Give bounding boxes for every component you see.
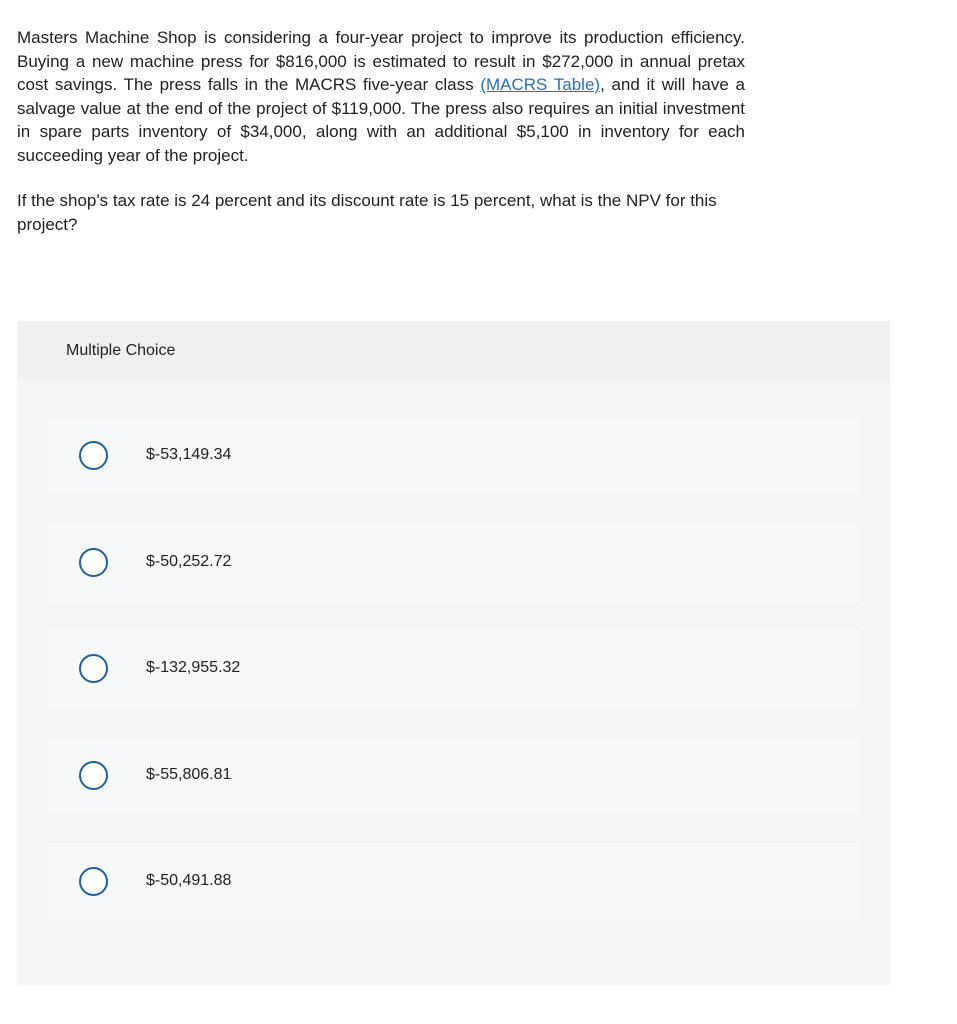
choice-label: $-53,149.34	[146, 446, 232, 463]
choice-option-1[interactable]	[48, 417, 859, 495]
macrs-table-link[interactable]: (MACRS Table)	[480, 75, 601, 94]
question-text-part2: , and it will have a salvage value at the end of the project of $119,000. The press also requires an initial investment in spare parts inventory of $34,000, along with an additional $5,100 in inventory for each succeeding year of the project.	[17, 75, 745, 165]
question-text-part1: Masters Machine Shop is considering a four-year project to improve its production efficiency. Buying a new machine press for $816,000 is estimated to result in $272,000 in annual pretax cost savings. The press falls in the MACRS five-year class	[17, 28, 745, 94]
choice-option-5[interactable]	[48, 843, 859, 921]
question-text	[17, 26, 745, 236]
radio-button-icon[interactable]	[79, 761, 108, 790]
choice-label: $-50,491.88	[146, 872, 232, 889]
choice-option-3[interactable]	[48, 630, 859, 708]
multiple-choice-panel	[17, 321, 890, 985]
choice-label: $-132,955.32	[146, 659, 241, 676]
question-body	[17, 26, 745, 167]
choice-option-2[interactable]	[48, 524, 859, 602]
multiple-choice-title: Multiple Choice	[66, 342, 176, 359]
choice-option-4[interactable]	[48, 737, 859, 815]
multiple-choice-header	[17, 321, 890, 379]
choice-label: $-55,806.81	[146, 766, 232, 783]
radio-button-icon[interactable]	[79, 548, 108, 577]
choice-label: $-50,252.72	[146, 553, 232, 570]
question-prompt: If the shop's tax rate is 24 percent and its discount rate is 15 percent, what is the NPV for this project?	[17, 191, 717, 234]
radio-button-icon[interactable]	[79, 441, 108, 470]
radio-button-icon[interactable]	[79, 867, 108, 896]
radio-button-icon[interactable]	[79, 654, 108, 683]
